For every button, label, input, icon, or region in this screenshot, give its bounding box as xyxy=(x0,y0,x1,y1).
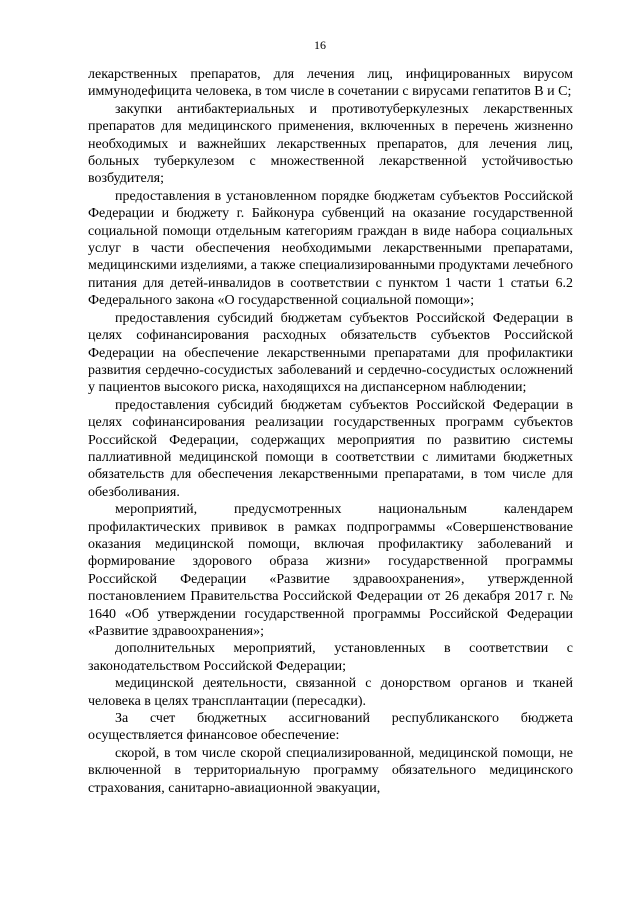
paragraph-republican-budget: За счет бюджетных ассигнований республиканского бюджета осуществляется финансовое обеспечение: xyxy=(88,711,573,744)
page-number: 16 xyxy=(314,38,326,52)
paragraph-antibacterial-procurement: закупки антибактериальных и противотуберкулезных лекарственных препаратов для медицинского применения, включенных в перечень жизненно необходимых и важнейших лекарственных препаратов, для лечения лиц, больных туберкулезом с множественной лекарственной устойчивостью возбудителя; xyxy=(88,101,573,187)
paragraph-emergency-care: скорой, в том числе скорой специализированной, медицинской помощи, не включенной в территориальную программу обязательного медицинского страхования, санитарно-авиационной эвакуации, xyxy=(88,745,573,796)
paragraph-subventions: предоставления в установленном порядке бюджетам субъектов Российской Федерации и бюджету г. Байконура субвенций на оказание государственной социальной помощи отдельным категориям граждан в виде набора социальных услуг в части обеспечения необходимыми лекарственными препаратами, медицинскими изделиями, а также специализированными продуктами лечебного питания для детей-инвалидов в соответствии с пунктом 1 части 1 статьи 6.2 Федерального закона «О государственной социальной помощи»; xyxy=(88,188,573,309)
paragraph-continuation: лекарственных препаратов, для лечения лиц, инфицированных вирусом иммунодефицита человека, в том числе в сочетании с вирусами гепатитов В и С; xyxy=(88,67,573,100)
document-body xyxy=(88,66,573,797)
paragraph-cardiovascular-subsidies: предоставления субсидий бюджетам субъектов Российской Федерации в целях софинансирования расходных обязательств субъектов Российской Федерации на обеспечение лекарственными препаратами для профилактики развития сердечно-сосудистых заболеваний и сердечно-сосудистых осложнений у пациентов высокого риска, находящихся на диспансерном наблюдении; xyxy=(88,310,573,396)
paragraph-organ-donation: медицинской деятельности, связанной с донорством органов и тканей человека в целях трансплантации (пересадки). xyxy=(88,676,573,709)
paragraph-additional-measures: дополнительных мероприятий, установленных в соответствии с законодательством Российской Федерации; xyxy=(88,641,573,674)
paragraph-vaccination-calendar: мероприятий, предусмотренных национальным календарем профилактических прививок в рамках подпрограммы «Совершенствование оказания медицинской помощи, включая профилактику заболеваний и формирование здорового образа жизни» государственной программы Российской Федерации «Развитие здравоохранения», утвержденной постановлением Правительства Российской Федерации от 26 декабря 2017 г. № 1640 «Об утверждении государственной программы Российской Федерации «Развитие здравоохранения»; xyxy=(88,502,573,639)
paragraph-palliative-subsidies: предоставления субсидий бюджетам субъектов Российской Федерации в целях софинансирования реализации государственных программ субъектов Российской Федерации, содержащих мероприятия по развитию системы паллиативной медицинской помощи в соответствии с лимитами бюджетных обязательств для обеспечения лекарственными препаратами, в том числе для обезболивания. xyxy=(88,397,573,500)
